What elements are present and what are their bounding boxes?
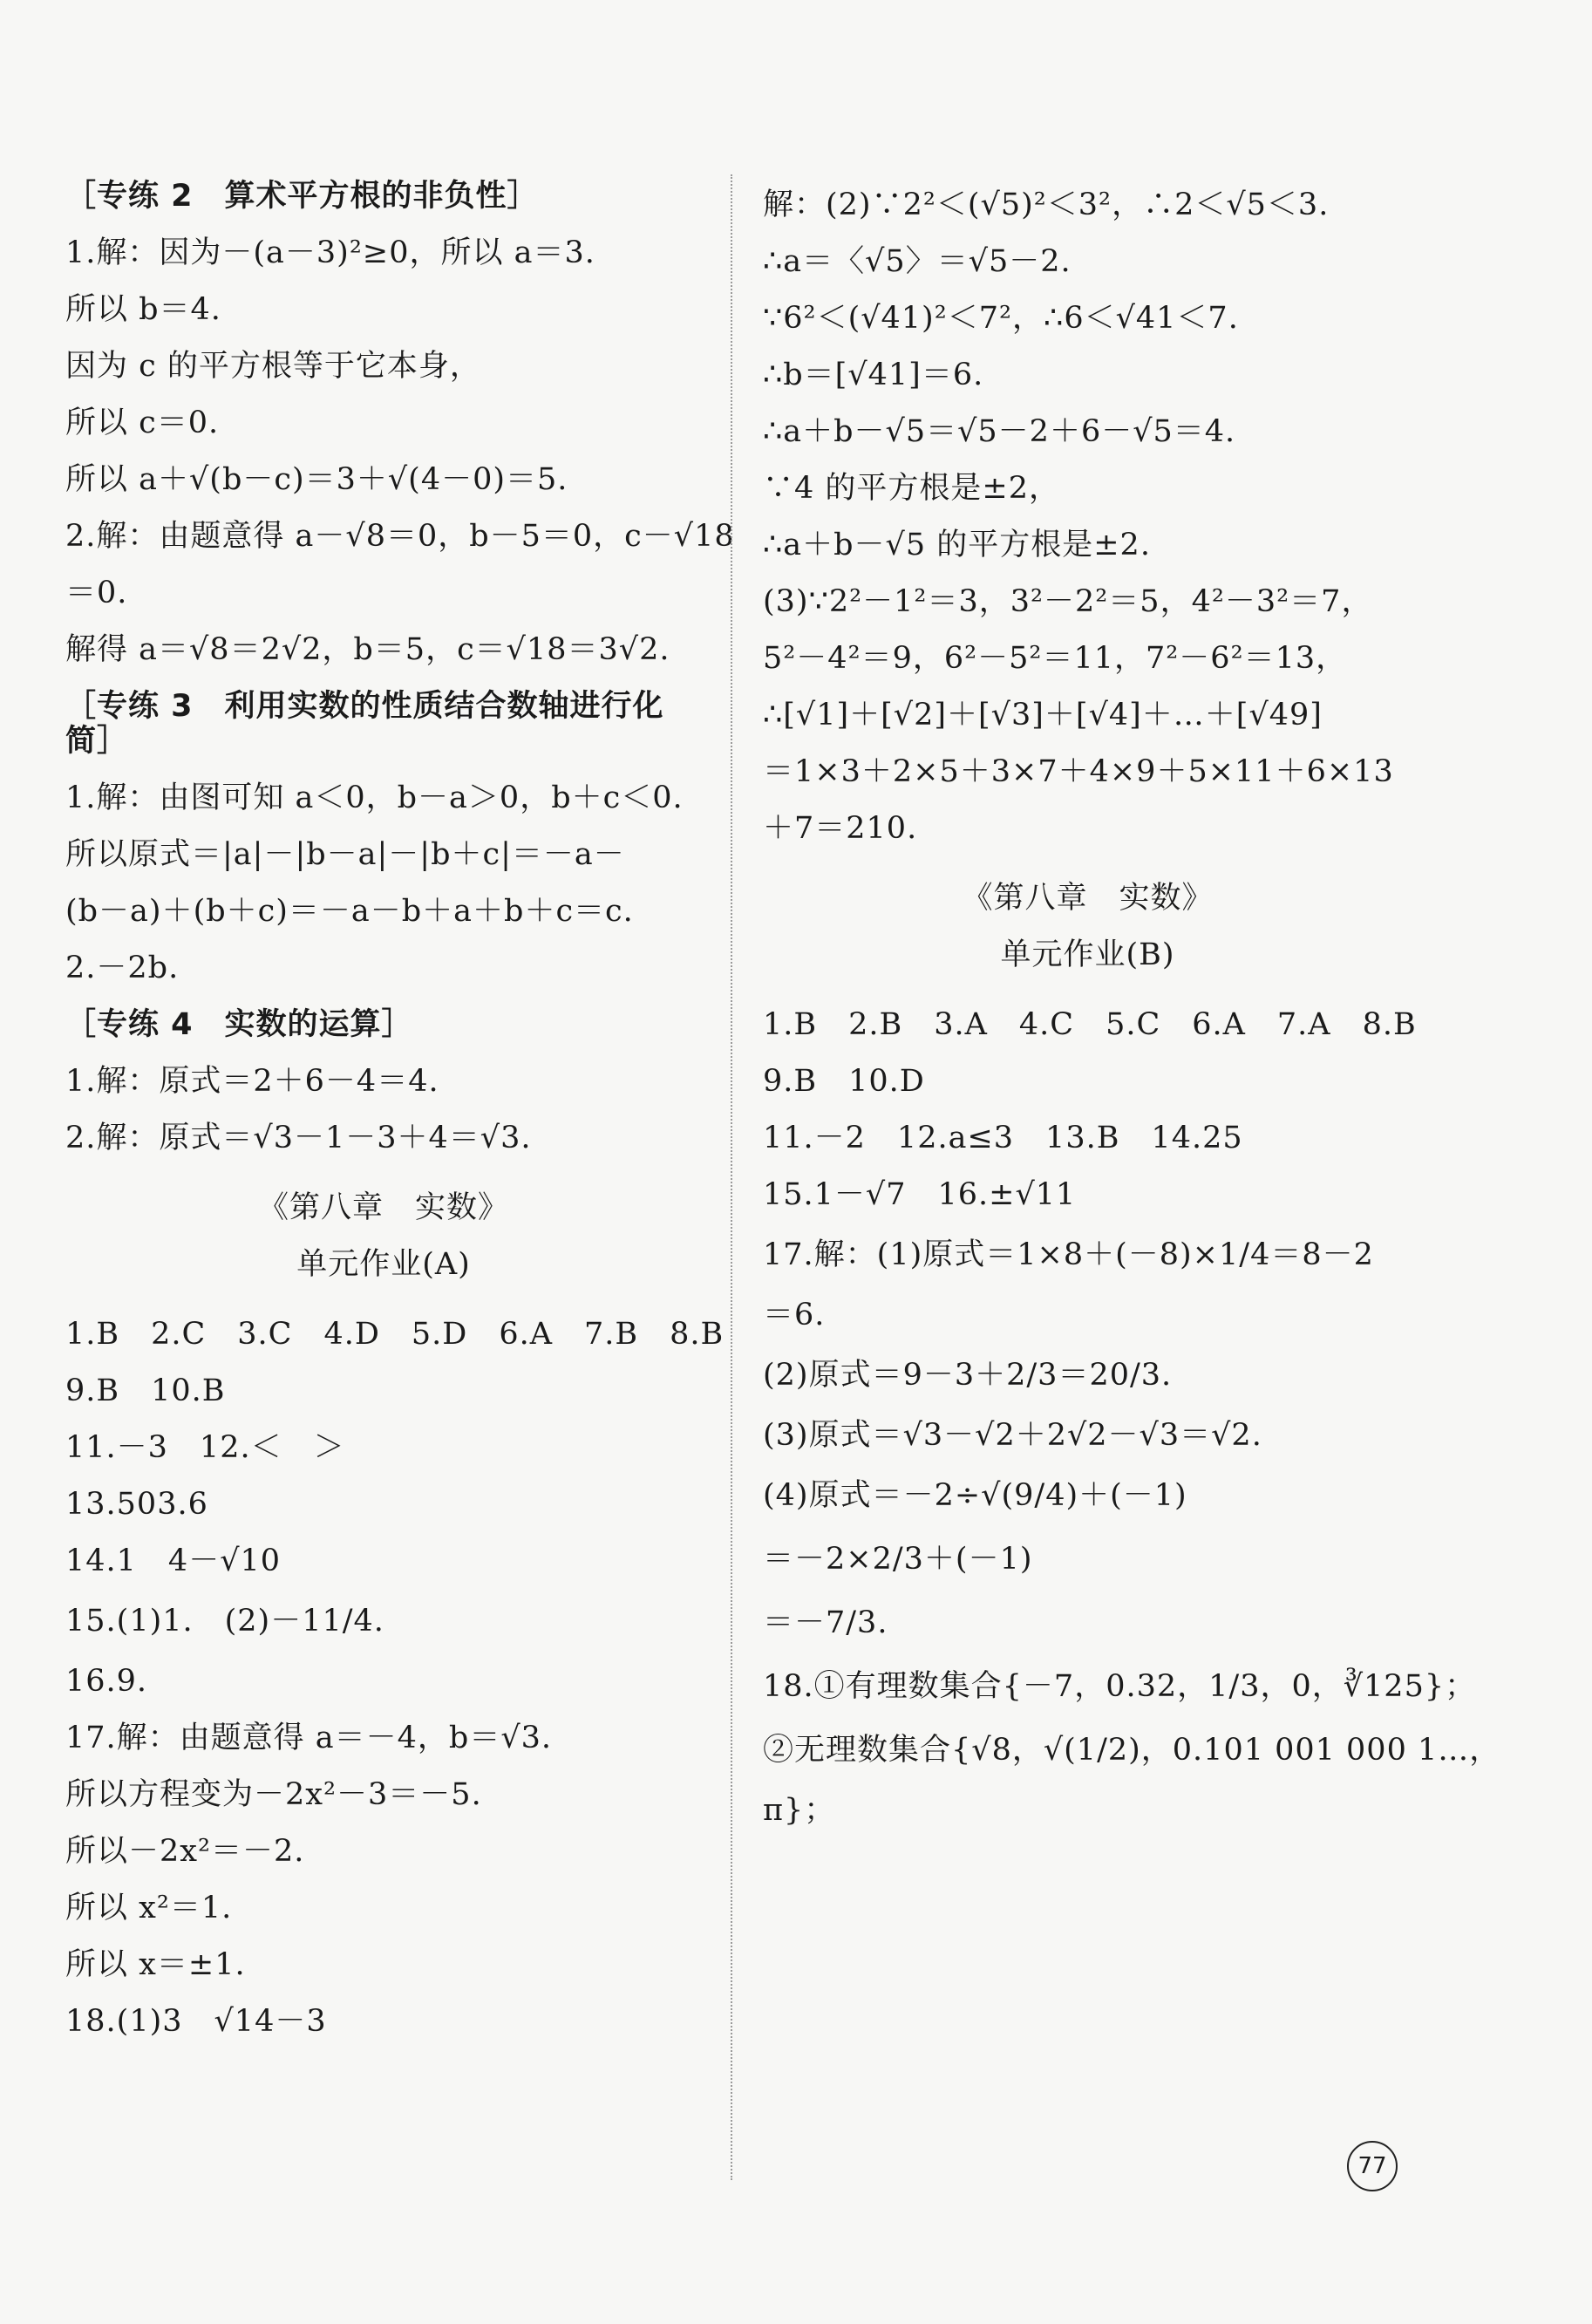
right-text-line: ＝－2×2/3＋(－1)	[763, 1542, 1033, 1577]
right-text-line: ＝6.	[763, 1298, 826, 1332]
left-text-line: 2.解：由题意得 a－√8＝0，b－5＝0，c－√18	[65, 519, 735, 554]
left-text-line: 所以 x²＝1.	[65, 1891, 233, 1925]
left-text-line: 1.解：由图可知 a＜0，b－a＞0，b＋c＜0.	[65, 780, 684, 815]
right-text-line: 15.1－√7 16.±√11	[763, 1177, 1077, 1212]
column-divider	[731, 174, 732, 2180]
right-text-line: 解：(2)∵2²＜(√5)²＜3²，∴2＜√5＜3.	[763, 187, 1330, 222]
left-text-line: ［专练 2 算术平方根的非负性］	[65, 179, 539, 214]
left-text-line: 13.503.6	[65, 1487, 208, 1522]
left-text-line: 18.(1)3 √14－3	[65, 2004, 327, 2039]
left-text-line: 所以 c＝0.	[65, 406, 220, 440]
left-text-line: 1.解：因为－(a－3)²≥0，所以 a＝3.	[65, 235, 595, 270]
right-text-line: (2)原式＝9－3＋2/3＝20/3.	[763, 1358, 1173, 1393]
right-text-line: ∴a＋b－√5 的平方根是±2.	[763, 528, 1151, 562]
right-text-line: 单元作业(B)	[1000, 937, 1175, 972]
left-text-line: ［专练 3 利用实数的性质结合数轴进行化简］	[65, 689, 664, 759]
left-text-line: 16.9.	[65, 1664, 148, 1699]
left-text-line: 所以 a＋√(b－c)＝3＋√(4－0)＝5.	[65, 462, 568, 497]
right-text-line: ∴a＋b－√5＝√5－2＋6－√5＝4.	[763, 414, 1236, 449]
left-text-line: 15.(1)1. (2)－11/4.	[65, 1604, 384, 1639]
left-text-line: 14.1 4－√10	[65, 1544, 282, 1578]
right-text-line: 9.B 10.D	[763, 1064, 925, 1099]
right-text-line: 18.①有理数集合{－7，0.32，1/3，0，∛125}；	[763, 1669, 1477, 1704]
right-text-line: ②无理数集合{√8，√(1/2)，0.101 001 000 1…，	[763, 1733, 1501, 1768]
left-text-line: 所以原式＝|a|－|b－a|－|b＋c|＝－a－	[65, 837, 625, 872]
right-text-line: ∵6²＜(√41)²＜7²，∴6＜√41＜7.	[763, 301, 1239, 336]
right-text-line: ＝1×3＋2×5＋3×7＋4×9＋5×11＋6×13	[763, 754, 1394, 789]
left-text-line: 17.解：由题意得 a＝－4，b＝√3.	[65, 1721, 553, 1755]
left-text-line: 所以 x＝±1.	[65, 1947, 246, 1982]
left-text-line: 因为 c 的平方根等于它本身，	[65, 349, 481, 384]
left-text-line: 所以 b＝4.	[65, 292, 221, 327]
right-text-line: 5²－4²＝9，6²－5²＝11，7²－6²＝13，	[763, 641, 1348, 676]
left-text-line: 1.解：原式＝2＋6－4＝4.	[65, 1064, 439, 1099]
right-text-line: ＝－7/3.	[763, 1605, 888, 1640]
right-text-line: 17.解：(1)原式＝1×8＋(－8)×1/4＝8－2	[763, 1237, 1374, 1272]
left-text-line: 1.B 2.C 3.C 4.D 5.D 6.A 7.B 8.B	[65, 1317, 725, 1352]
right-text-line: ∴a＝〈√5〉＝√5－2.	[763, 244, 1072, 279]
right-text-line: (3)原式＝√3－√2＋2√2－√3＝√2.	[763, 1418, 1262, 1453]
left-text-line: 9.B 10.B	[65, 1373, 226, 1408]
right-text-line: (4)原式＝－2÷√(9/4)＋(－1)	[763, 1478, 1187, 1513]
right-text-line: π}；	[763, 1793, 836, 1828]
left-text-line: 单元作业(A)	[296, 1247, 471, 1282]
left-text-line: 解得 a＝√8＝2√2，b＝5，c＝√18＝3√2.	[65, 632, 670, 667]
right-text-line: (3)∵2²－1²＝3，3²－2²＝5，4²－3²＝7，	[763, 584, 1373, 619]
left-text-line: 2.－2b.	[65, 951, 180, 985]
right-text-line: ∵4 的平方根是±2，	[763, 471, 1060, 506]
right-text-line: 1.B 2.B 3.A 4.C 5.C 6.A 7.A 8.B	[763, 1007, 1417, 1042]
left-text-line: 所以方程变为－2x²－3＝－5.	[65, 1777, 482, 1812]
left-column	[65, 179, 735, 2061]
left-text-line: (b－a)＋(b＋c)＝－a－b＋a＋b＋c＝c.	[65, 894, 634, 929]
page-number: 77	[1347, 2141, 1398, 2191]
right-text-line: ∴b＝[√41]＝6.	[763, 358, 984, 392]
right-column	[763, 187, 1501, 1850]
left-text-line: 2.解：原式＝√3－1－3＋4＝√3.	[65, 1121, 532, 1155]
right-text-line: ∴[√1]＋[√2]＋[√3]＋[√4]＋…＋[√49]	[763, 698, 1323, 733]
left-text-line: ＝0.	[65, 576, 128, 610]
left-text-line: ［专练 4 实数的运算］	[65, 1007, 413, 1042]
left-text-line: 《第八章 实数》	[257, 1190, 509, 1225]
right-text-line: ＋7＝210.	[763, 811, 918, 846]
left-text-line: 所以－2x²＝－2.	[65, 1834, 305, 1869]
right-text-line: 《第八章 实数》	[962, 881, 1214, 916]
right-text-line: 11.－2 12.a≤3 13.B 14.25	[763, 1121, 1243, 1155]
left-text-line: 11.－3 12.＜ ＞	[65, 1430, 345, 1465]
